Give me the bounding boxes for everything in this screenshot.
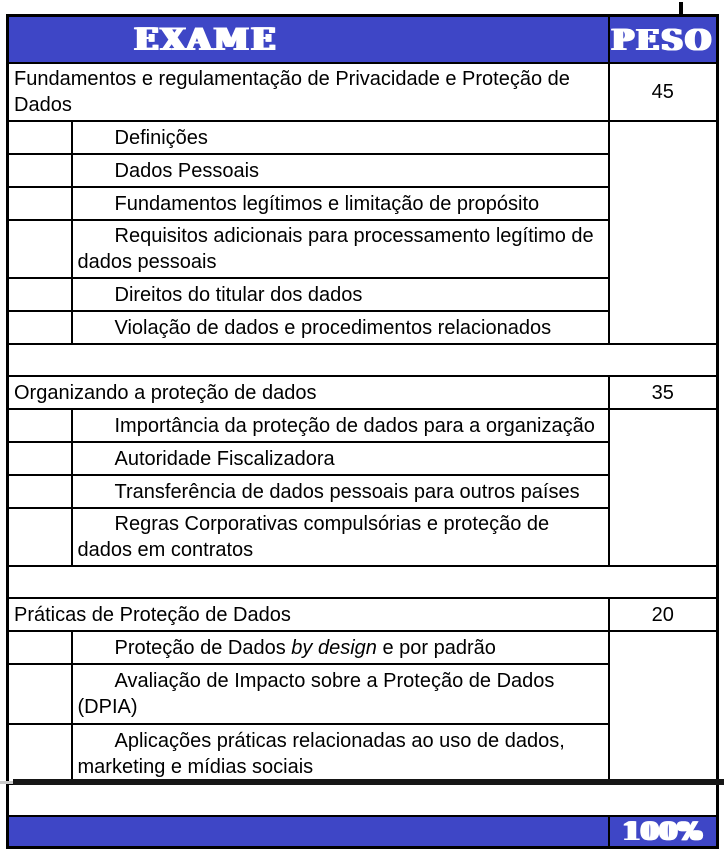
item-text-italic: by design — [291, 636, 377, 659]
item-gap-cell — [8, 154, 72, 187]
item-gap-cell — [8, 631, 72, 664]
item-row — [8, 631, 718, 664]
item-gap-cell — [8, 442, 72, 475]
item-text: Dados Pessoais — [72, 154, 609, 187]
item-text: Direitos do titular dos dados — [72, 278, 609, 311]
table-header-row — [8, 16, 718, 64]
item-text — [72, 631, 609, 664]
item-gap-cell — [8, 311, 72, 344]
section-row — [8, 376, 718, 409]
item-gap-cell — [8, 409, 72, 442]
item-gap-cell — [8, 475, 72, 508]
item-text-suffix: e por padrão — [376, 636, 496, 659]
merged-weight-cell — [609, 409, 718, 566]
item-gap-cell — [8, 508, 72, 566]
item-text: Violação de dados e procedimentos relacionados — [72, 311, 609, 344]
item-text: Definições — [72, 121, 609, 154]
item-row — [8, 121, 718, 154]
item-row — [8, 409, 718, 442]
section-weight: 20 — [609, 598, 718, 631]
item-gap-cell — [8, 121, 72, 154]
page-bottom-bar-left — [0, 781, 13, 784]
peso-header-cell: PESO — [609, 16, 718, 64]
section-title: Organizando a proteção de dados — [8, 376, 609, 409]
total-row — [8, 816, 718, 848]
page-bottom-bar — [13, 779, 724, 785]
section-title: Fundamentos e regulamentação de Privacidade e Proteção de Dados — [8, 63, 609, 121]
spacer-row — [8, 344, 718, 376]
spacer-cell — [8, 784, 718, 816]
item-text: Autoridade Fiscalizadora — [72, 442, 609, 475]
item-gap-cell — [8, 220, 72, 278]
section-row — [8, 63, 718, 121]
total-blank-cell — [8, 816, 609, 848]
item-text: Regras Corporativas compulsórias e proteção de dados em contratos — [72, 508, 609, 566]
merged-weight-cell — [609, 121, 718, 344]
section-weight: 45 — [609, 63, 718, 121]
spacer-cell — [8, 566, 718, 598]
exam-header-cell: EXAME — [8, 16, 609, 64]
item-gap-cell — [8, 187, 72, 220]
exam-weight-table — [6, 14, 719, 849]
section-row — [8, 598, 718, 631]
item-text: Importância da proteção de dados para a organização — [72, 409, 609, 442]
item-gap-cell — [8, 278, 72, 311]
item-text: Aplicações práticas relacionadas ao uso de dados, marketing e mídias sociais — [72, 724, 609, 784]
item-gap-cell — [8, 664, 72, 724]
item-text: Avaliação de Impacto sobre a Proteção de Dados (DPIA) — [72, 664, 609, 724]
spacer-cell — [8, 344, 718, 376]
item-text: Fundamentos legítimos e limitação de propósito — [72, 187, 609, 220]
spacer-row — [8, 784, 718, 816]
item-text: Requisitos adicionais para processamento legítimo de dados pessoais — [72, 220, 609, 278]
spacer-row — [8, 566, 718, 598]
item-text: Transferência de dados pessoais para outros países — [72, 475, 609, 508]
item-gap-cell — [8, 724, 72, 784]
section-weight: 35 — [609, 376, 718, 409]
item-text-prefix: Proteção de Dados — [114, 636, 292, 659]
merged-weight-cell — [609, 631, 718, 784]
total-value: 100% — [609, 816, 718, 848]
section-title: Práticas de Proteção de Dados — [8, 598, 609, 631]
